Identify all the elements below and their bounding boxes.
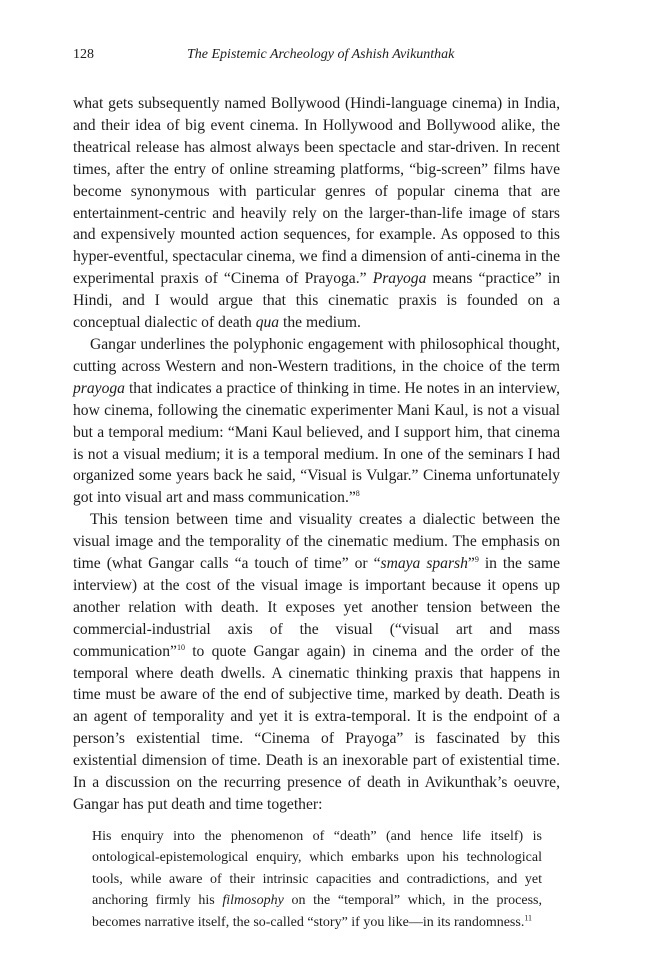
footnote-marker: 11 — [524, 913, 533, 923]
text-segment: Gangar underlines the polyphonic engagement with philosophical thought, cutting across Western and non-Western traditions, in the choice of the term — [73, 335, 560, 375]
text-segment: to quote Gangar again) in cinema and the order of the temporal where death dwells. A cinematic thinking praxis that happens in time must be aware of the end of subjective time, marked by death. Death is an agent of temporality and yet it is extra-temporal. It is the endpoint of a person’s existential time. “Cinema of Prayoga” is fascinated by this existential dimension of time. Death is an inexorable part of existential time. In a discussion on the recurring presence of death in Avikunthak’s oeuvre, Gangar has put death and time together: — [73, 642, 560, 813]
footnote-marker: 8 — [355, 489, 360, 499]
italic-term: filmosophy — [222, 893, 284, 909]
text-segment: ” — [467, 555, 475, 573]
text-segment: the medium. — [279, 314, 361, 332]
page-number: 128 — [73, 47, 94, 62]
text-segment: This tension between time and visuality creates a dialectic between the visual image and the temporality of the cinematic medium. The emphasis on time (what Gangar calls “a touch of time” or “ — [73, 511, 560, 573]
paragraph-3 — [73, 509, 560, 816]
body-text — [73, 93, 560, 933]
text-segment: that indicates a practice of thinking in time. He notes in an interview, how cinema, following the cinematic experimenter Mani Kaul, is not a visual but a temporal medium: “Mani Kaul believed, and I support him, that cinema is not a visual medium; it is a temporal medium. In one of the seminars I had organized some years back he said, “Visual is Vulgar.” Cinema unfortunately got into visual art and mass communication.” — [73, 379, 560, 507]
text-segment: on the “temporal” which, in the process, becomes narrative itself, the so-called “story” if you like—in its randomness. — [92, 893, 543, 930]
text-segment: in the same interview) at the cost of the visual image is important because it opens up another relation with death. It exposes yet another tension between the commercial-industrial axis of the visual (“visual art and mass communication” — [73, 555, 560, 660]
italic-term: qua — [255, 314, 280, 332]
italic-term: prayoga — [73, 379, 125, 397]
text-segment: what gets subsequently named Bollywood (Hindi-language cinema) in India, and their idea of big event cinema. In Hollywood and Bollywood alike, the theatrical release has almost always been spectacle and star-driven. In recent times, after the entry of online streaming platforms, “big-screen” films have become synonymous with particular genres of popular cinema that are entertainment-centric and heavily rely on the larger-than-life image of stars and expensively mounted action sequences, for example. As opposed to this hyper-eventful, spectacular cinema, we find a dimension of anti-cinema in the experimental praxis of “Cinema of Prayoga.” — [73, 95, 560, 288]
text-segment: means “practice” in Hindi, and I would argue that this cinematic praxis is founded on a conceptual dialectic of death — [73, 270, 560, 332]
text-segment: His enquiry into the phenomenon of “death” (and hence life itself) is ontological-epistemological enquiry, which embarks upon his technological tools, while aware of their intrinsic capacities and contradictions, and yet anchoring firmly his — [92, 828, 542, 909]
footnote-marker: 10 — [176, 642, 185, 652]
italic-term: Prayoga — [372, 270, 427, 288]
paragraph-2 — [73, 334, 560, 509]
italic-term: smaya sparsh — [380, 555, 468, 573]
page-header — [73, 47, 560, 69]
footnote-marker: 9 — [474, 554, 479, 564]
running-title: The Epistemic Archeology of Ashish Avikunthak — [187, 47, 455, 62]
block-quote — [92, 826, 542, 934]
paragraph-1 — [73, 93, 560, 334]
